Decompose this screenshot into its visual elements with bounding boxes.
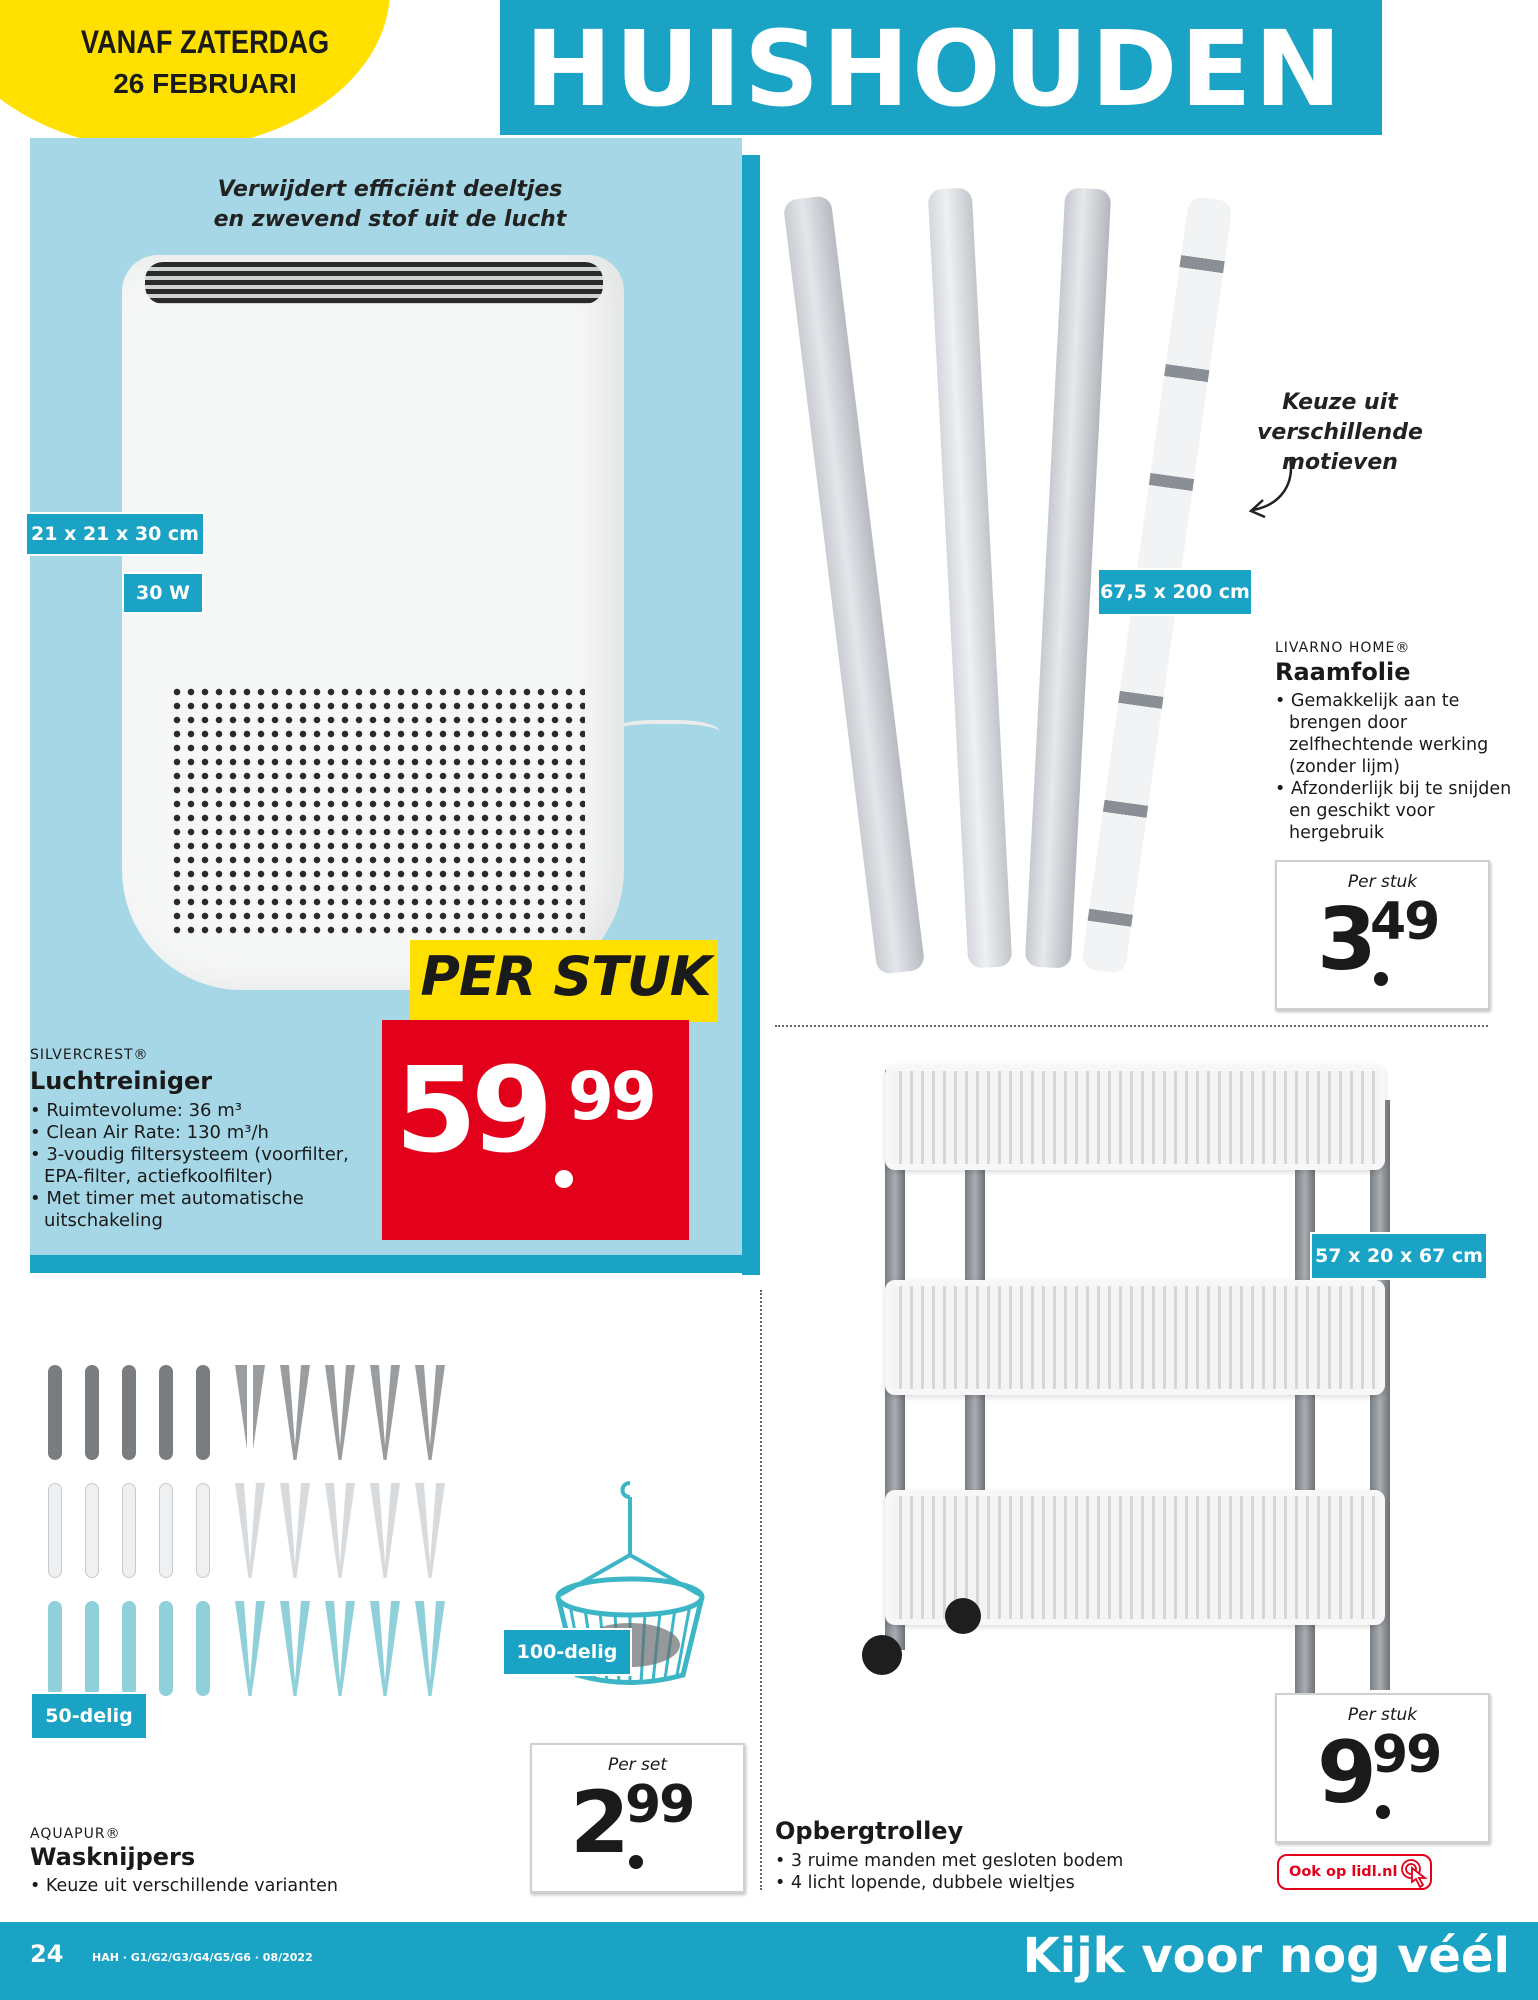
foil-dimensions-badge: 67,5 x 200 cm [1097, 568, 1253, 616]
trolley-basket-middle [885, 1280, 1385, 1395]
foil-price-dot [1374, 972, 1388, 986]
peg-grey [85, 1365, 99, 1460]
pegs-features [30, 1875, 430, 1897]
vpeg-white [280, 1483, 310, 1578]
pegs-product-image[interactable] [40, 1365, 470, 1705]
purifier-feature: • Met timer met automatische uitschakeling [30, 1188, 360, 1232]
foil-feature: • Afzonderlijk bij te snijden en geschikt voor hergebruik [1275, 778, 1515, 844]
purifier-tagline-line2: en zwevend stof uit de lucht [213, 207, 567, 232]
vpeg-blue [235, 1601, 265, 1696]
purifier-feature: • Clean Air Rate: 130 m³/h [30, 1122, 360, 1144]
vpeg-white [370, 1483, 400, 1578]
pegs-feature: • Keuze uit verschillende varianten [30, 1875, 430, 1897]
vpeg-white [415, 1483, 445, 1578]
purifier-feature: • 3-voudig filtersysteem (voorfilter, EPA-filter, actiefkoolfilter) [30, 1144, 360, 1188]
edition-code: HAH · G1/G2/G3/G4/G5/G6 · 08/2022 [92, 1951, 313, 1964]
foil-feature: • Gemakkelijk aan te brengen door zelfhechtende werking (zonder lijm) [1275, 690, 1515, 778]
purifier-tagline-line1: Verwijdert efficiënt deeltjes [217, 177, 563, 202]
foil-price-label: Per stuk [1347, 872, 1418, 892]
foil-price-main: 3 [1317, 890, 1373, 990]
section-divider-vertical [760, 1290, 762, 1890]
peg-grey [159, 1365, 173, 1460]
foil-name[interactable]: Raamfolie [1275, 658, 1411, 686]
trolley-features [775, 1850, 1195, 1894]
peg-blue [122, 1601, 136, 1696]
trolley-wheel [945, 1598, 981, 1634]
pegs-price-main: 2 [570, 1773, 626, 1873]
trolley-basket-top [885, 1065, 1385, 1170]
pegs-price-box [530, 1743, 745, 1893]
per-stuk-label: PER STUK [420, 945, 711, 1008]
vpeg-grey [415, 1365, 445, 1460]
page-title: HUISHOUDEN [525, 8, 1345, 130]
peg-white [85, 1483, 99, 1578]
peg-blue [196, 1601, 210, 1696]
pointer-hand-icon [1398, 1856, 1432, 1890]
peg-white [122, 1483, 136, 1578]
lidl-online-link[interactable]: Ook op lidl.nl [1277, 1854, 1432, 1890]
purifier-top-vent [145, 262, 603, 304]
pegs-name[interactable]: Wasknijpers [30, 1843, 196, 1871]
peg-white [196, 1483, 210, 1578]
purifier-price-cents: 99 [568, 1058, 654, 1135]
foil-note-line2: motieven [1282, 450, 1398, 475]
pegs-price-label: Per set [607, 1755, 668, 1775]
foil-note [1200, 388, 1480, 478]
foil-price-box [1275, 860, 1490, 1010]
vpeg-blue [280, 1601, 310, 1696]
pegs-price-cents: 99 [625, 1775, 694, 1835]
foil-roll-1[interactable] [783, 195, 926, 975]
section-divider [775, 1025, 1488, 1027]
trolley-dimensions-badge: 57 x 20 x 67 cm [1310, 1232, 1488, 1280]
peg-white [159, 1483, 173, 1578]
purifier-power-badge: 30 W [122, 572, 204, 614]
trolley-name[interactable]: Opbergtrolley [775, 1817, 964, 1845]
footer-slogan: Kijk voor nog véél [1022, 1928, 1510, 1984]
vpeg-blue [415, 1601, 445, 1696]
trolley-price-dot [1376, 1805, 1390, 1819]
vpeg-grey [235, 1365, 265, 1460]
trolley-wheel [862, 1635, 902, 1675]
peg-grey [196, 1365, 210, 1460]
peg-white [48, 1483, 62, 1578]
peg-blue [159, 1601, 173, 1696]
pegs-count-badge: 50-delig [30, 1692, 148, 1740]
peg-blue [48, 1601, 62, 1696]
purifier-feature: • Ruimtevolume: 36 m³ [30, 1100, 360, 1122]
date-badge-line1: VANAF ZATERDAG [80, 24, 330, 60]
purifier-price-main: 59 [395, 1041, 548, 1179]
pegs-price-dot [629, 1855, 643, 1869]
vpeg-white [325, 1483, 355, 1578]
purifier-panel-shadow [742, 155, 760, 1275]
trolley-feature: • 4 licht lopende, dubbele wieltjes [775, 1872, 1195, 1894]
peg-grey [48, 1365, 62, 1460]
purifier-panel-shadow-bottom [30, 1255, 760, 1273]
purifier-price-dot [555, 1170, 573, 1188]
foil-price-cents: 49 [1370, 892, 1439, 952]
purifier-cord-image [610, 720, 720, 750]
vpeg-grey [280, 1365, 310, 1460]
pegs-brand: AQUAPUR® [30, 1826, 121, 1842]
trolley-feature: • 3 ruime manden met gesloten bodem [775, 1850, 1195, 1872]
trolley-price-label: Per stuk [1347, 1705, 1418, 1725]
purifier-tagline [210, 175, 570, 235]
date-badge-line2: 26 FEBRUARI [113, 68, 297, 99]
vpeg-blue [325, 1601, 355, 1696]
purifier-dimensions-badge: 21 x 21 x 30 cm [25, 512, 205, 556]
basket-count-badge: 100-delig [502, 1628, 632, 1676]
vpeg-blue [370, 1601, 400, 1696]
purifier-features [30, 1100, 360, 1232]
peg-grey [122, 1365, 136, 1460]
trolley-price-main: 9 [1317, 1723, 1373, 1823]
trolley-price-box [1275, 1693, 1490, 1843]
foil-roll-2[interactable] [928, 187, 1013, 968]
foil-note-line1: Keuze uit verschillende [1257, 390, 1423, 445]
vpeg-grey [370, 1365, 400, 1460]
purifier-name[interactable]: Luchtreiniger [30, 1067, 213, 1095]
curved-arrow-icon [1245, 455, 1305, 520]
page-number: 24 [30, 1940, 64, 1968]
foil-features [1275, 690, 1515, 844]
trolley-price-cents: 99 [1372, 1725, 1441, 1785]
purifier-grille [170, 685, 585, 935]
vpeg-grey [325, 1365, 355, 1460]
foil-brand: LIVARNO HOME® [1275, 640, 1411, 656]
vpeg-white [235, 1483, 265, 1578]
peg-blue [85, 1601, 99, 1696]
purifier-brand: SILVERCREST® [30, 1047, 149, 1063]
